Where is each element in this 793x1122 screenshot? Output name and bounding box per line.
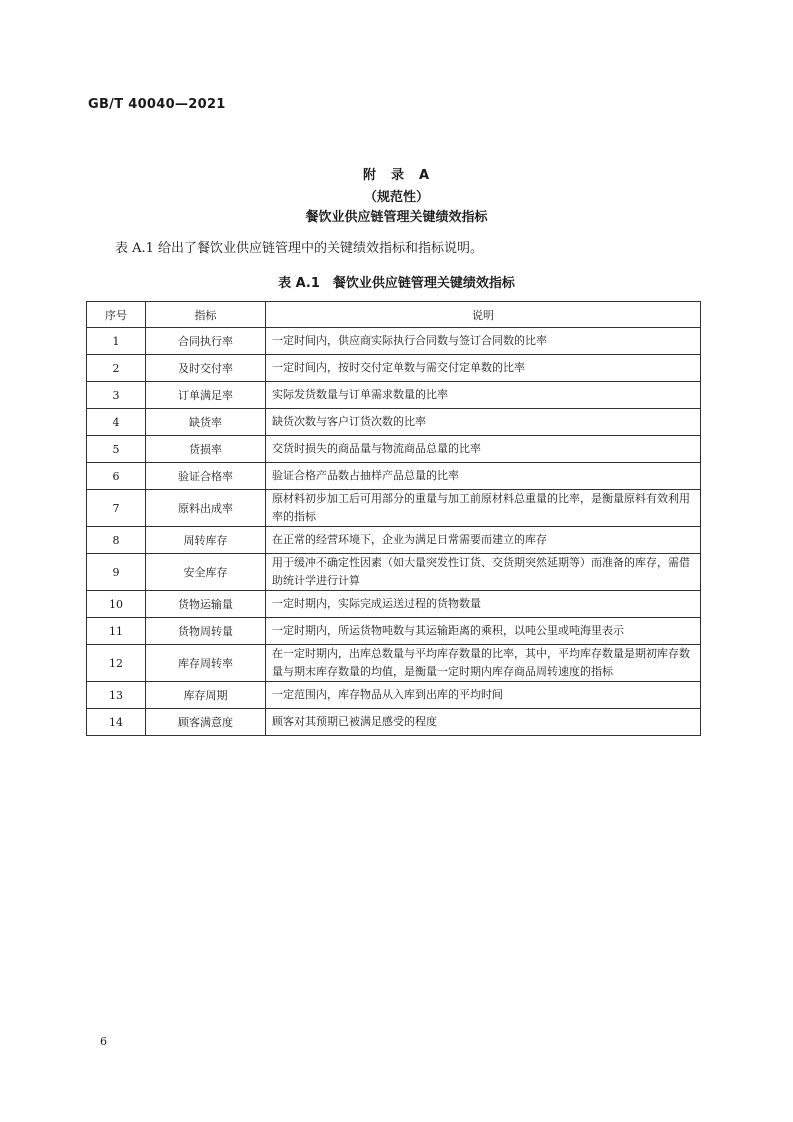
row-indicator: 货物运输量 <box>146 591 266 618</box>
table-row <box>87 554 701 591</box>
row-indicator: 及时交付率 <box>146 355 266 382</box>
row-description: 一定时间内，按时交付定单数与需交付定单数的比率 <box>266 355 701 382</box>
header-indicator: 指标 <box>146 302 266 328</box>
row-number: 12 <box>87 645 146 682</box>
row-number: 13 <box>87 682 146 709</box>
row-indicator: 货损率 <box>146 436 266 463</box>
row-description: 一定时期内，所运货物吨数与其运输距离的乘积，以吨公里或吨海里表示 <box>266 618 701 645</box>
table-row <box>87 490 701 527</box>
row-description: 在一定时期内，出库总数量与平均库存数量的比率，其中，平均库存数量是期初库存数量与期末库存数量的均值，是衡量一定时期内库存商品周转速度的指标 <box>266 645 701 682</box>
table-row <box>87 682 701 709</box>
header-description: 说明 <box>266 302 701 328</box>
row-indicator: 安全库存 <box>146 554 266 591</box>
row-description: 一定范围内，库存物品从入库到出库的平均时间 <box>266 682 701 709</box>
appendix-title: 餐饮业供应链管理关键绩效指标 <box>305 210 488 225</box>
table-row <box>87 591 701 618</box>
table-row <box>87 436 701 463</box>
row-description: 一定时间内，供应商实际执行合同数与签订合同数的比率 <box>266 328 701 355</box>
appendix-label: 附 录 A <box>362 168 431 183</box>
row-description: 交货时损失的商品量与物流商品总量的比率 <box>266 436 701 463</box>
table-row <box>87 463 701 490</box>
table-row <box>87 709 701 736</box>
table-header-row <box>87 302 701 328</box>
row-number: 10 <box>87 591 146 618</box>
table-row <box>87 355 701 382</box>
row-indicator: 合同执行率 <box>146 328 266 355</box>
page-number: 6 <box>100 1035 107 1048</box>
row-description: 用于缓冲不确定性因素（如大量突发性订货、交货期突然延期等）而准备的库存，需借助统计学进行计算 <box>266 554 701 591</box>
table-caption: 表 A.1 餐饮业供应链管理关键绩效指标 <box>278 276 515 291</box>
row-indicator: 库存周转率 <box>146 645 266 682</box>
row-number: 14 <box>87 709 146 736</box>
row-indicator: 货物周转量 <box>146 618 266 645</box>
table-row <box>87 645 701 682</box>
kpi-table <box>86 301 701 736</box>
appendix-normative: （规范性） <box>363 190 429 205</box>
intro-paragraph: 表 A.1 给出了餐饮业供应链管理中的关键绩效指标和指标说明。 <box>115 241 484 256</box>
row-indicator: 验证合格率 <box>146 463 266 490</box>
standard-code: GB/T 40040—2021 <box>88 97 226 112</box>
row-indicator: 原料出成率 <box>146 490 266 527</box>
row-description: 验证合格产品数占抽样产品总量的比率 <box>266 463 701 490</box>
row-indicator: 库存周期 <box>146 682 266 709</box>
row-number: 9 <box>87 554 146 591</box>
row-description: 顾客对其预期已被满足感受的程度 <box>266 709 701 736</box>
row-number: 8 <box>87 527 146 554</box>
row-description: 一定时期内，实际完成运送过程的货物数量 <box>266 591 701 618</box>
row-description: 缺货次数与客户订货次数的比率 <box>266 409 701 436</box>
row-number: 5 <box>87 436 146 463</box>
row-number: 3 <box>87 382 146 409</box>
row-number: 4 <box>87 409 146 436</box>
row-number: 2 <box>87 355 146 382</box>
table-row <box>87 527 701 554</box>
row-description: 在正常的经营环境下，企业为满足日常需要而建立的库存 <box>266 527 701 554</box>
row-number: 7 <box>87 490 146 527</box>
row-indicator: 订单满足率 <box>146 382 266 409</box>
row-number: 11 <box>87 618 146 645</box>
row-indicator: 顾客满意度 <box>146 709 266 736</box>
row-description: 实际发货数量与订单需求数量的比率 <box>266 382 701 409</box>
header-number: 序号 <box>87 302 146 328</box>
row-description: 原材料初步加工后可用部分的重量与加工前原材料总重量的比率，是衡量原料有效利用率的指标 <box>266 490 701 527</box>
row-number: 6 <box>87 463 146 490</box>
table-row <box>87 409 701 436</box>
table-row <box>87 328 701 355</box>
table-row <box>87 618 701 645</box>
row-indicator: 缺货率 <box>146 409 266 436</box>
row-number: 1 <box>87 328 146 355</box>
row-indicator: 周转库存 <box>146 527 266 554</box>
table-row <box>87 382 701 409</box>
